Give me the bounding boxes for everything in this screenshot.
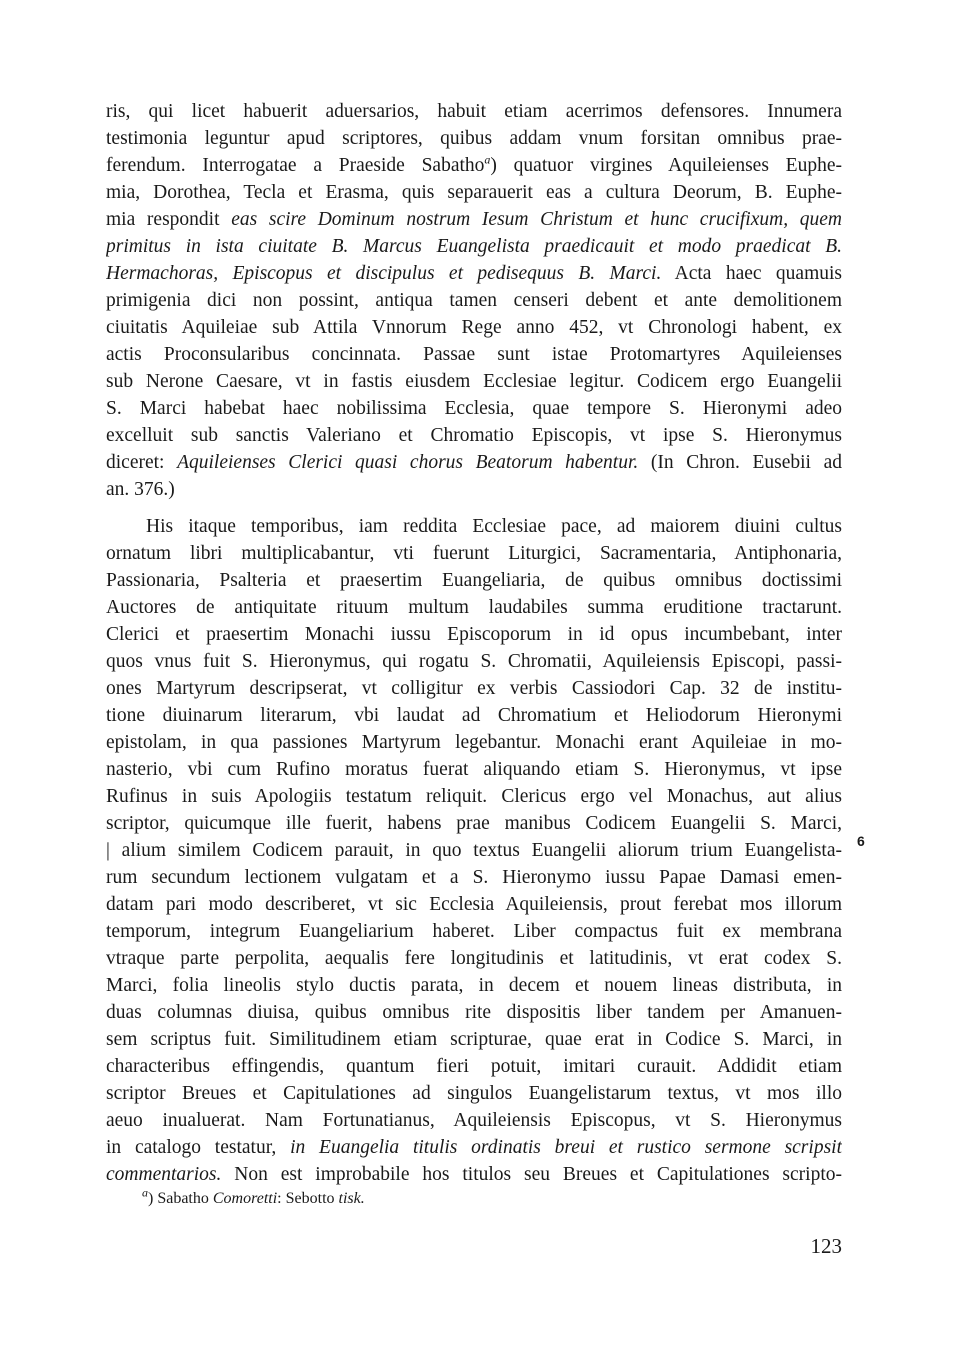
text-line: datam pari modo describeret, vt sic Ecclesia Aquileiensis, prout ferebat mos illorum: [106, 894, 842, 915]
text-line: epistolam, in qua passiones Martyrum legebantur. Monachi erant Aquileiae in mo-: [106, 732, 842, 753]
text-line: excelluit sub sanctis Valeriano et Chromatio Episcopis, vt ipse S. Hieronymus: [106, 425, 842, 446]
text-line: Auctores de antiquitate rituum multum laudabiles summa eruditione tractarunt.: [106, 597, 842, 618]
text-line: aeuo inualuerat. Nam Fortunatianus, Aquileiensis Episcopus, vt S. Hieronymus: [106, 1110, 842, 1131]
footnote: $^a$) Sabatho Comoretti: Sebotto tisk.: [142, 1185, 365, 1207]
text-line: ornatum libri multiplicabantur, vti fuerunt Liturgici, Sacramentaria, Antiphonaria,: [106, 543, 842, 564]
text-line: actis Proconsularibus concinnata. Passae sunt istae Protomartyres Aquileienses: [106, 344, 842, 365]
text-line: tione diuinarum literarum, vbi laudat ad Chromatium et Heliodorum Hieronymi: [106, 705, 842, 726]
text-line: sem scriptus fuit. Similitudinem etiam scripturae, quae erat in Codice S. Marci, in: [106, 1029, 842, 1050]
text-line: sub Nerone Caesare, vt in fastis eiusdem Ecclesiae legitur. Codicem ergo Euangelii: [106, 371, 842, 392]
text-line: Passionaria, Psalteria et praesertim Euangeliaria, de quibus omnibus doctissimi: [106, 570, 842, 591]
text-line: ciuitatis Aquileiae sub Attila Vnnorum Rege anno 452, vt Chronologi habent, ex: [106, 317, 842, 338]
text-line: Clerici et praesertim Monachi iussu Episcoporum in id opus incumbebant, inter: [106, 624, 842, 645]
text-line: diceret: Aquileienses Clerici quasi chorus Beatorum habentur. (In Chron. Eusebii ad: [106, 452, 842, 473]
text-line: Marci, folia lineolis stylo ductis parata, in decem et nouem lineas distributa, in: [106, 975, 842, 996]
text-line: mia, Dorothea, Tecla et Erasma, quis separauerit eas a cultura Deorum, B. Euphe-: [106, 182, 842, 203]
text-line: ferendum. Interrogatae a Praeside Sabatho$^a$) quatuor virgines Aquileienses Euphe-: [106, 153, 842, 176]
text-line: duas columnas diuisa, quibus omnibus rite dispositis liber tandem per Amanuen-: [106, 1002, 842, 1023]
text-line: primigenia dici non possint, antiqua tamen censeri debent et ante demolitionem: [106, 290, 842, 311]
text-line: primitus in ista ciuitate B. Marcus Euangelista praedicauit et modo praedicat B.: [106, 236, 842, 257]
page-number: 123: [810, 1234, 842, 1258]
text-line: Rufinus in suis Apologiis testatum reliquit. Clericus ergo vel Monachus, aut alius: [106, 786, 842, 807]
text-line: an. 376.): [106, 479, 175, 500]
text-line: Hermachoras, Episcopus et discipulus et pedisequus B. Marci. Acta haec quamuis: [106, 263, 842, 284]
margin-page-marker: 6: [857, 833, 865, 849]
footnote-ref: a: [484, 153, 491, 167]
text-line: testimonia leguntur apud scriptores, quibus addam vnum forsitan omnibus prae-: [106, 128, 842, 149]
footnote-marker: a: [142, 1185, 148, 1200]
text-line: His itaque temporibus, iam reddita Ecclesiae pace, ad maiorem diuini cultus: [146, 516, 842, 537]
text-line: | alium similem Codicem parauit, in quo textus Euangelii aliorum trium Euangelista-: [106, 840, 842, 861]
text-line: in catalogo testatur, in Euangelia titulis ordinatis breui et rustico sermone scripsit: [106, 1137, 842, 1158]
text-line: ones Martyrum descripserat, vt colligitur ex verbis Cassiodori Cap. 32 de institu-: [106, 678, 842, 699]
text-line: nasterio, vbi cum Rufino moratus fuerat aliquando etiam S. Hieronymus, vt ipse: [106, 759, 842, 780]
text-line: ris, qui licet habuerit aduersarios, habuit etiam acerrimos defensores. Innumera: [106, 101, 842, 122]
text-line: scriptor Breues et Capitulationes ad singulos Euangelistarum textus, vt mos illo: [106, 1083, 842, 1104]
text-line: scriptor, quicumque ille fuerit, habens prae manibus Codicem Euangelii S. Marci,: [106, 813, 842, 834]
text-line: rum secundum lectionem vulgatam et a S. Hieronymo iussu Papae Damasi emen-: [106, 867, 842, 888]
text-line: mia respondit eas scire Dominum nostrum Iesum Christum et hunc crucifixum, quem: [106, 209, 842, 230]
text-line: vtraque parte perpolita, aequalis fere longitudinis et latitudinis, vt erat codex S.: [106, 948, 842, 969]
text-line: commentarios. Non est improbabile hos titulos seu Breues et Capitulationes scripto-: [106, 1164, 842, 1185]
text-line: characteribus effingendis, quantum fieri potuit, imitari curauit. Addidit etiam: [106, 1056, 842, 1077]
text-line: quos vnus fuit S. Hieronymus, qui rogatu S. Chromatii, Aquileiensis Episcopi, passi-: [106, 651, 842, 672]
text-line: S. Marci habebat haec nobilissima Ecclesia, quae tempore S. Hieronymi adeo: [106, 398, 842, 419]
text-line: temporum, integrum Euangeliarium haberet. Liber compactus fuit ex membrana: [106, 921, 842, 942]
